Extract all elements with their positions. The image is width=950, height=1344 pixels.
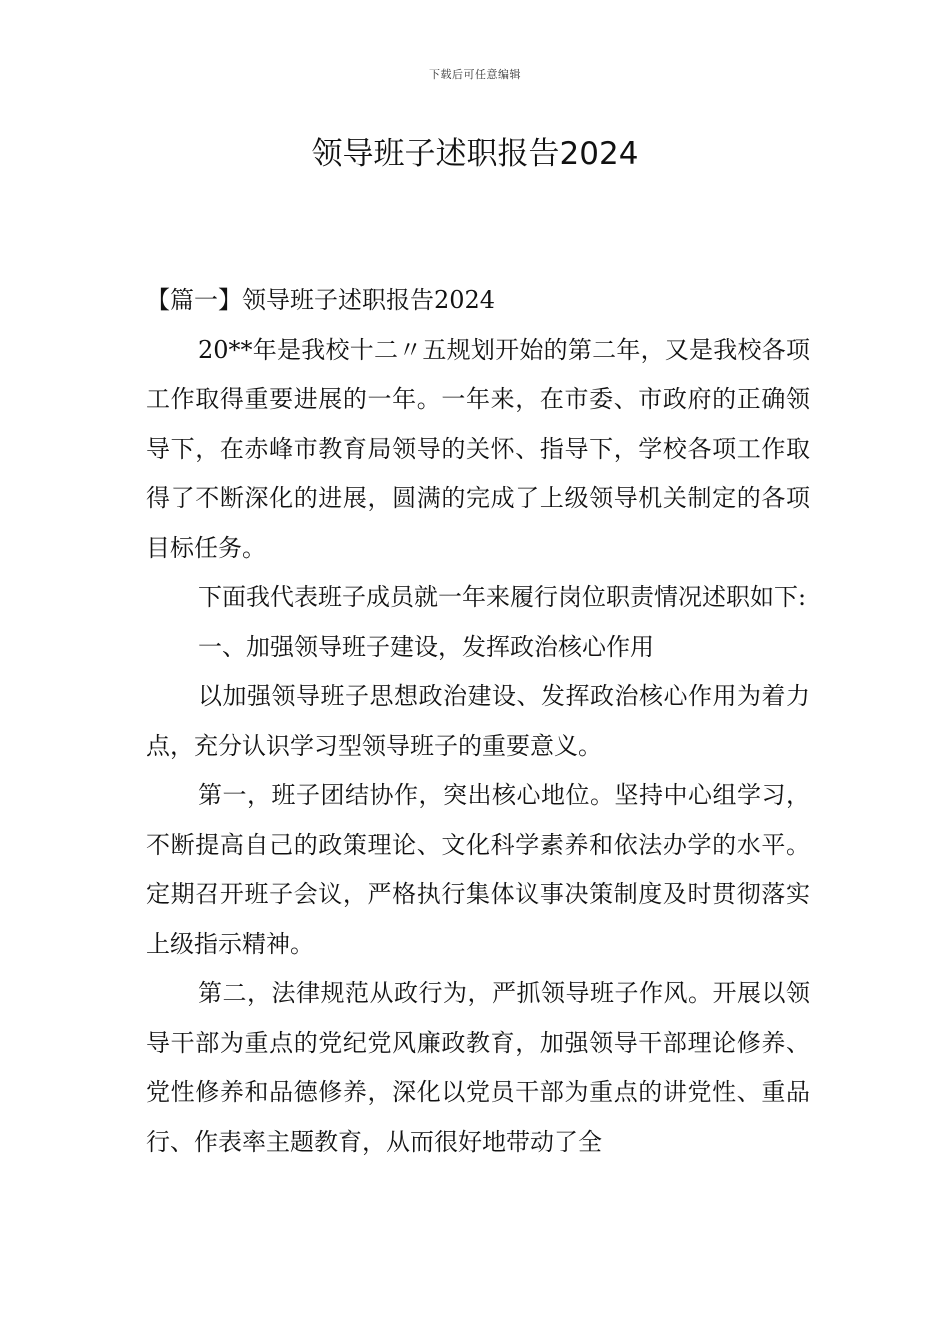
paragraph-focus: 以加强领导班子思想政治建设、发挥政治核心作用为着力点，充分认识学习型领导班子的重要意义。 <box>146 682 810 760</box>
section-heading: 【篇一】领导班子述职报告2024 <box>146 286 496 314</box>
paragraph-second-point: 第二，法律规范从政行为，严抓领导班子作风。开展以领导干部为重点的党纪党风廉政教育，加强领导干部理论修养、党性修养和品德修养，深化以党员干部为重点的讲党性、重品行、作表率主题教育，从而很好地带动了全 <box>146 979 810 1156</box>
paragraph-report-statement: 下面我代表班子成员就一年来履行岗位职责情况述职如下: <box>198 583 807 611</box>
paragraph-intro: 20**年是我校十二〃五规划开始的第二年，又是我校各项工作取得重要进展的一年。一年来，在市委、市政府的正确领导下，在赤峰市教育局领导的关怀、指导下，学校各项工作取得了不断深化的进展，圆满的完成了上级领导机关制定的各项目标任务。 <box>146 335 810 562</box>
paragraph-first-point: 第一，班子团结协作，突出核心地位。坚持中心组学习，不断提高自己的政策理论、文化科学素养和依法办学的水平。定期召开班子会议，严格执行集体议事决策制度及时贯彻落实上级指示精神。 <box>146 781 810 958</box>
document-title: 领导班子述职报告2024 <box>311 136 639 172</box>
paragraph-subheading-one: 一、加强领导班子建设，发挥政治核心作用 <box>198 632 654 661</box>
page-header-note: 下载后可任意编辑 <box>429 68 521 81</box>
document-body <box>146 276 810 1167</box>
